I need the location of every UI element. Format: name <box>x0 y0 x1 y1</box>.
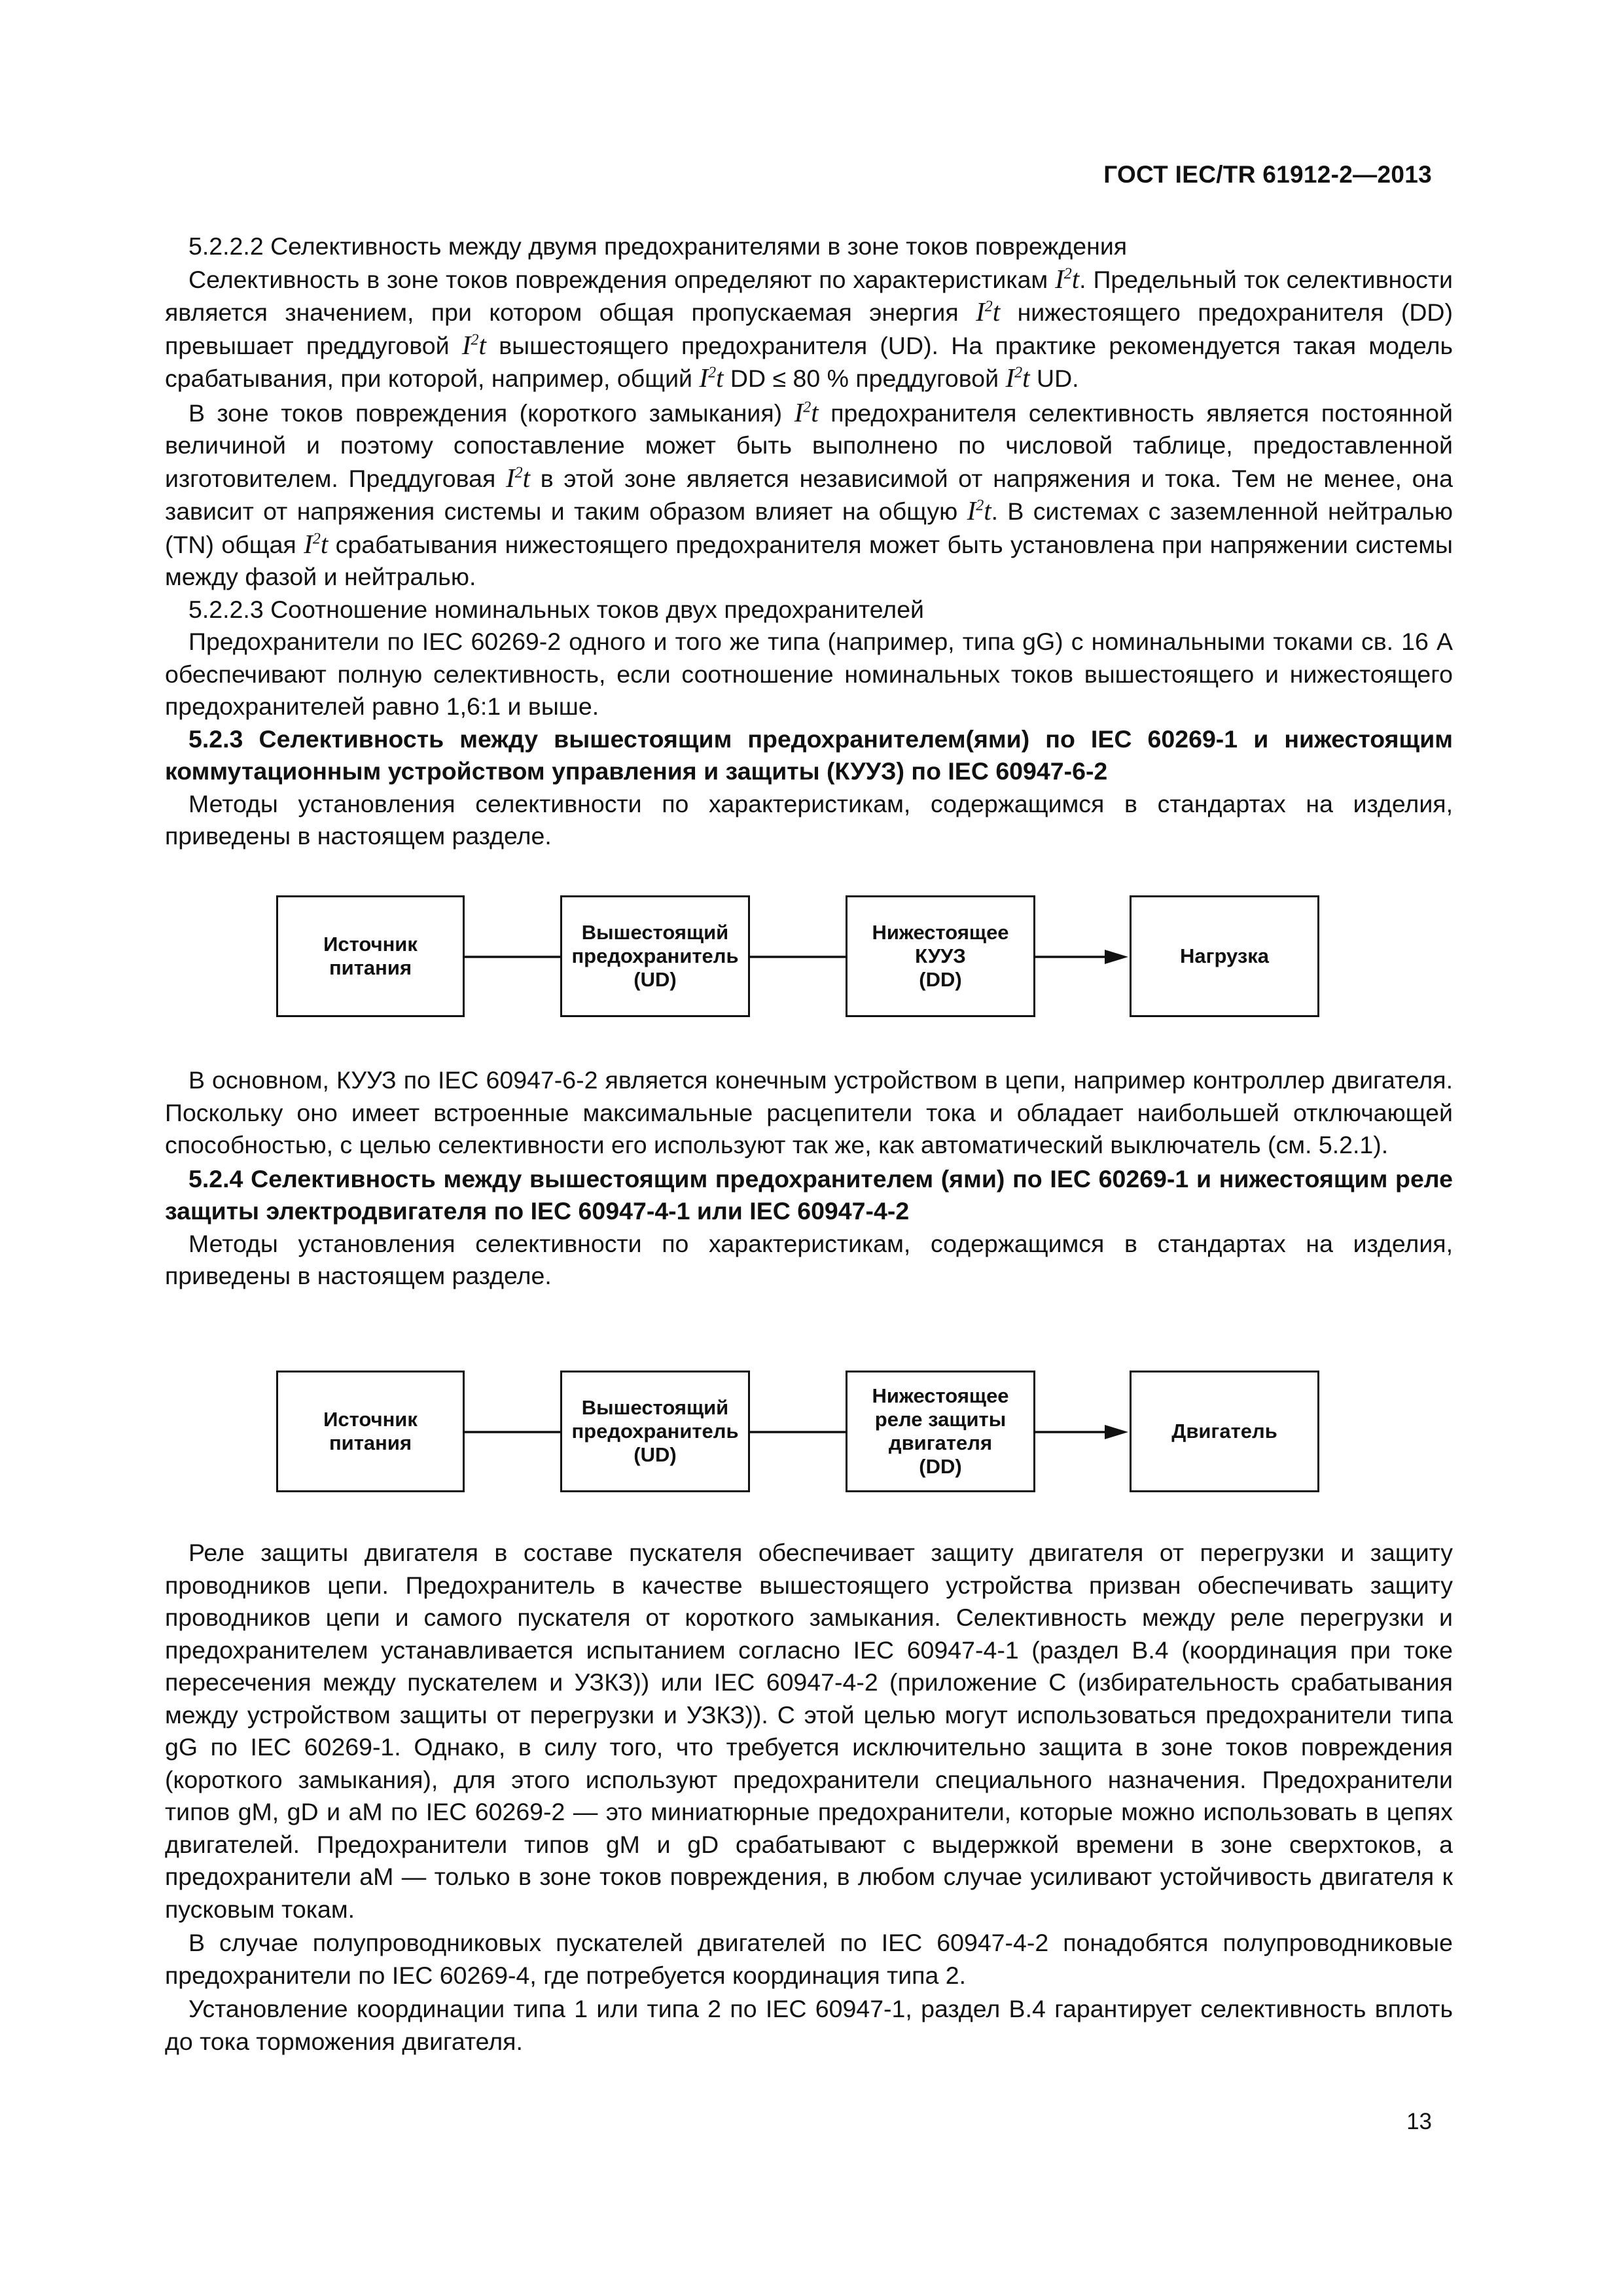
diagram1-connectors <box>165 895 1453 1017</box>
diagram1-load-box: Нагрузка <box>1130 895 1319 1017</box>
document-header: ГОСТ IEC/TR 61912-2—2013 <box>1103 161 1432 188</box>
diagram1-upstream-fuse-box: Вышестоящий предохранитель (UD) <box>560 895 750 1017</box>
paragraph-8: В случае полупроводниковых пускателей двигателей по IEC 60947-4-2 понадобятся полупроводниковые предохранители по IEC 60269-4, где потребуется координация типа 2. <box>165 1929 1453 1989</box>
text-block-2 <box>165 1064 1453 1293</box>
section-523-title: 5.2.3 Селективность между вышестоящим предохранителем(ями) по IEC 60269-1 и нижестоящим коммутационным устройством управления и защиты (КУУЗ) по IEC 60947-6-2 <box>165 725 1453 785</box>
paragraph-7: Реле защиты двигателя в составе пускателя обеспечивает защиту двигателя от перегрузки и защиту проводников цепи. Предохранитель в качестве вышестоящего устройства призван обеспечивать защиту проводников цепи и самого пускателя от короткого замыкания. Селективность между реле перегрузки и предохранителем устанавливается испытанием согласно IEC 60947-4-1 (раздел B.4 (координация при токе пересечения между пускателем и УЗКЗ)) или IEC 60947-4-2 (приложение C (избирательность срабатывания между устройством защиты от перегрузки и УЗКЗ)). С этой целью могут использоваться предохранители типа gG по IEC 60269-1. Однако, в силу того, что требуется исключительно защита в зоне токов повреждения (короткого замыкания), для этого используют предохранители специального назначения. Предохранители типов gM, gD и aM по IEC 60269-2 — это миниатюрные предохранители, которые можно использовать в цепях двигателей. Предохранители типов gM и gD срабатывают с выдержкой времени в зоне сверхтоков, а предохранители aM — только в зоне токов повреждения, в любом случае усиливают устойчивость двигателя к пусковым токам. <box>165 1539 1453 1923</box>
paragraph-1: Селективность в зоне токов повреждения определяют по характеристикам $I^2t$. Предельный ток селективности является значением, при котором общая пропускаемая энергия $I^2t$ нижестоящего предохранителя (DD) превышает преддуговой $I^2t$ вышестоящего предохранителя (UD). На практике рекомендуется такая модель срабатывания, при которой, например, общий $I^2t$ DD ≤ 80 % преддуговой $I^2t$ UD. <box>165 263 1454 393</box>
block-diagram-2 <box>165 1371 1453 1501</box>
paragraph-2: В зоне токов повреждения (короткого замыкания) $I^2t$ предохранителя селективность является постоянной величиной и поэтому сопоставление может быть выполнено по числовой таблице, предоставленной изготовителем. Преддуговая $I^2t$ в этой зоне является независимой от напряжения и тока. Тем не менее, она зависит от напряжения системы и таким образом влияет на общую $I^2t$. В системах с заземленной нейтралью (TN) общая $I^2t$ срабатывания нижестоящего предохранителя может быть установлена при напряжении системы между фазой и нейтралью. <box>165 397 1454 590</box>
block-diagram-1 <box>165 895 1453 1026</box>
diagram2-source-box: Источник питания <box>276 1371 465 1492</box>
diagram2-motor-relay-box: Нижестоящее реле защиты двигателя (DD) <box>846 1371 1035 1492</box>
page-number: 13 <box>1406 2109 1432 2134</box>
arrow-head-icon <box>1105 950 1128 964</box>
text-block-3 <box>165 1537 1453 2058</box>
diagram1-source-box: Источник питания <box>276 895 465 1017</box>
section-524-title: 5.2.4 Селективность между вышестоящим предохранителем (ями) по IEC 60269-1 и нижестоящим реле защиты электродвигателя по IEC 60947-4-1 или IEC 60947-4-2 <box>165 1164 1453 1225</box>
diagram2-motor-box: Двигатель <box>1130 1371 1319 1492</box>
text-block-1 <box>165 230 1453 853</box>
diagram1-downstream-device-box: Нижестоящее КУУЗ (DD) <box>846 895 1035 1017</box>
paragraph-4: Методы установления селективности по характеристикам, содержащимся в стандартах на изделия, приведены в настоящем разделе. <box>165 789 1453 850</box>
paragraph-3: Предохранители по IEC 60269-2 одного и того же типа (например, типа gG) с номинальными токами св. 16 А обеспечивают полную селективность, если соотношение номинальных токов вышестоящего и нижестоящего предохранителей равно 1,6:1 и выше. <box>165 628 1453 720</box>
section-5223-title: 5.2.2.3 Соотношение номинальных токов двух предохранителей <box>188 595 924 623</box>
section-5222-title: 5.2.2.2 Селективность между двумя предохранителями в зоне токов повреждения <box>188 232 1128 260</box>
diagram2-connectors <box>165 1371 1453 1492</box>
paragraph-5: В основном, КУУЗ по IEC 60947-6-2 является конечным устройством в цепи, например контроллер двигателя. Поскольку оно имеет встроенные максимальные расцепители тока и обладает наибольшей отключающей способностью, с целью селективности его используют так же, как автоматический выключатель (см. 5.2.1). <box>165 1066 1453 1158</box>
arrow-head-icon <box>1105 1425 1128 1439</box>
diagram2-upstream-fuse-box: Вышестоящий предохранитель (UD) <box>560 1371 750 1492</box>
paragraph-6: Методы установления селективности по характеристикам, содержащимся в стандартах на изделия, приведены в настоящем разделе. <box>165 1229 1453 1289</box>
paragraph-9: Установление координации типа 1 или типа 2 по IEC 60947-1, раздел B.4 гарантирует селективность вплоть до тока торможения двигателя. <box>165 1995 1453 2055</box>
